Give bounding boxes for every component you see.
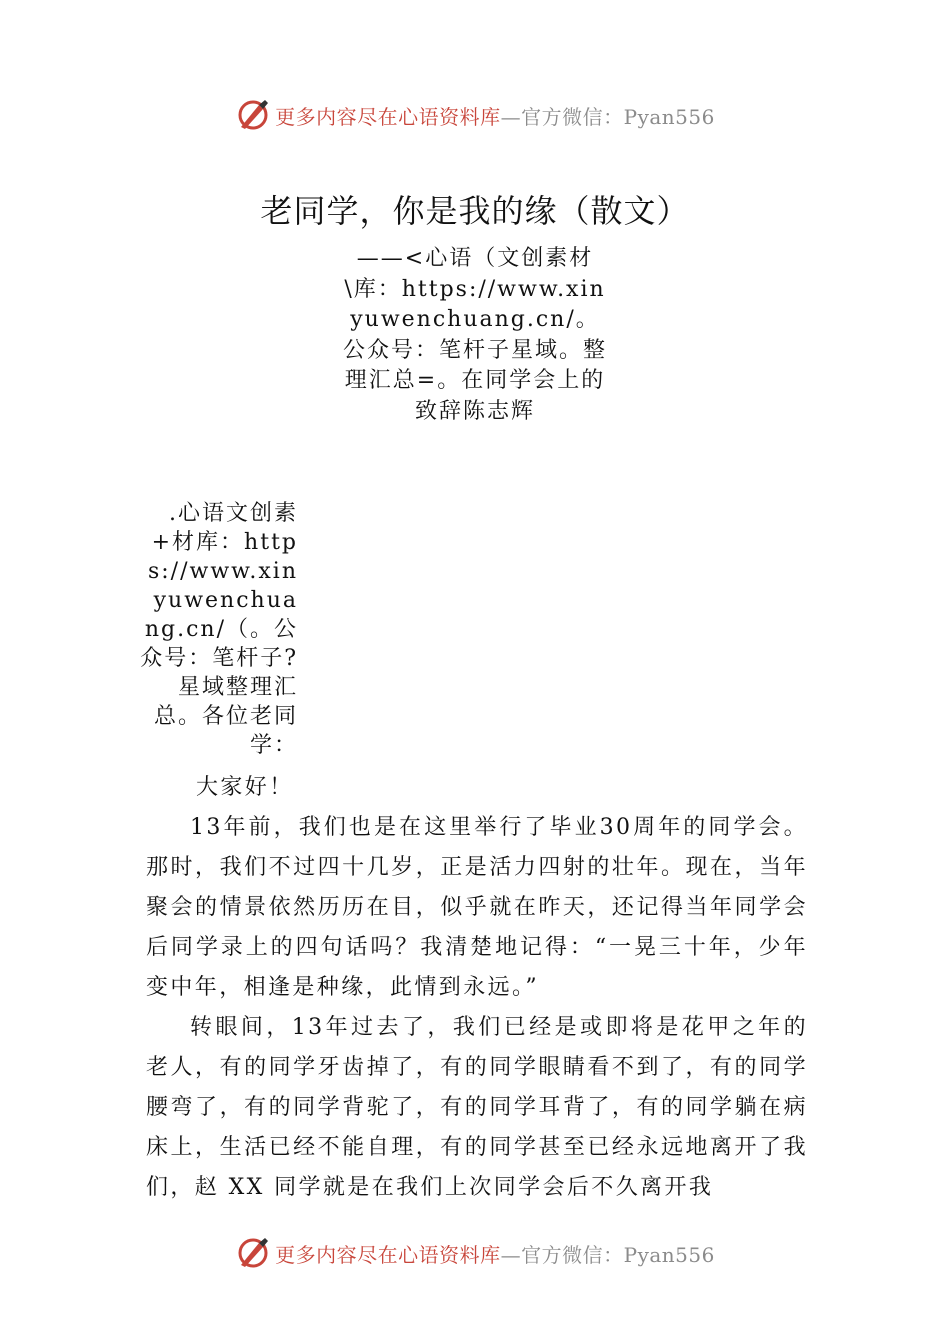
banner-rest: —官方微信：Pyan556 <box>500 1242 715 1267</box>
banner-text <box>275 101 715 130</box>
banner-text <box>275 1239 715 1268</box>
pen-logo-icon <box>235 97 271 133</box>
greeting-column: .心语文创素+材库：https://www.xinyuwenchuang.cn/（。公众号：笔杆子?星域整理汇总。各位老同学： <box>140 501 298 758</box>
paragraph: 转眼间，13年过去了，我们已经是或即将是花甲之年的老人，有的同学牙齿掉了，有的同学眼睛看不到了，有的同学腰弯了，有的同学背驼了，有的同学耳背了，有的同学躺在病床上，生活已经不能自理，有的同学甚至已经永远地离开了我们，赵 XX 同学就是在我们上次同学会后不久离开我 <box>146 1015 808 1200</box>
banner-highlight: 更多内容尽在心语资料库 <box>275 104 501 129</box>
paragraph: 13年前，我们也是在这里举行了毕业30周年的同学会。那时，我们不过四十几岁，正是活力四射的壮年。现在，当年聚会的情景依然历历在目，似乎就在昨天，还记得当年同学会后同学录上的四句话吗？我清楚地记得：“一晃三十年，少年变中年，相逢是种缘，此情到永远。” <box>146 815 808 1000</box>
paragraph: 大家好！ <box>196 775 294 800</box>
banner-highlight: 更多内容尽在心语资料库 <box>275 1242 501 1267</box>
document-title: 老同学，你是我的缘（散文） <box>260 192 690 230</box>
document-subtitle: ——<心语（文创素材\库：https://www.xinyuwenchuang.cn/。公众号：笔杆子星域。整理汇总=。在同学会上的致辞陈志辉 <box>342 246 607 424</box>
footer-banner <box>0 1233 950 1273</box>
banner-rest: —官方微信：Pyan556 <box>500 104 715 129</box>
header-banner <box>0 95 950 135</box>
document-body <box>146 768 808 1208</box>
pen-logo-icon <box>235 1235 271 1271</box>
